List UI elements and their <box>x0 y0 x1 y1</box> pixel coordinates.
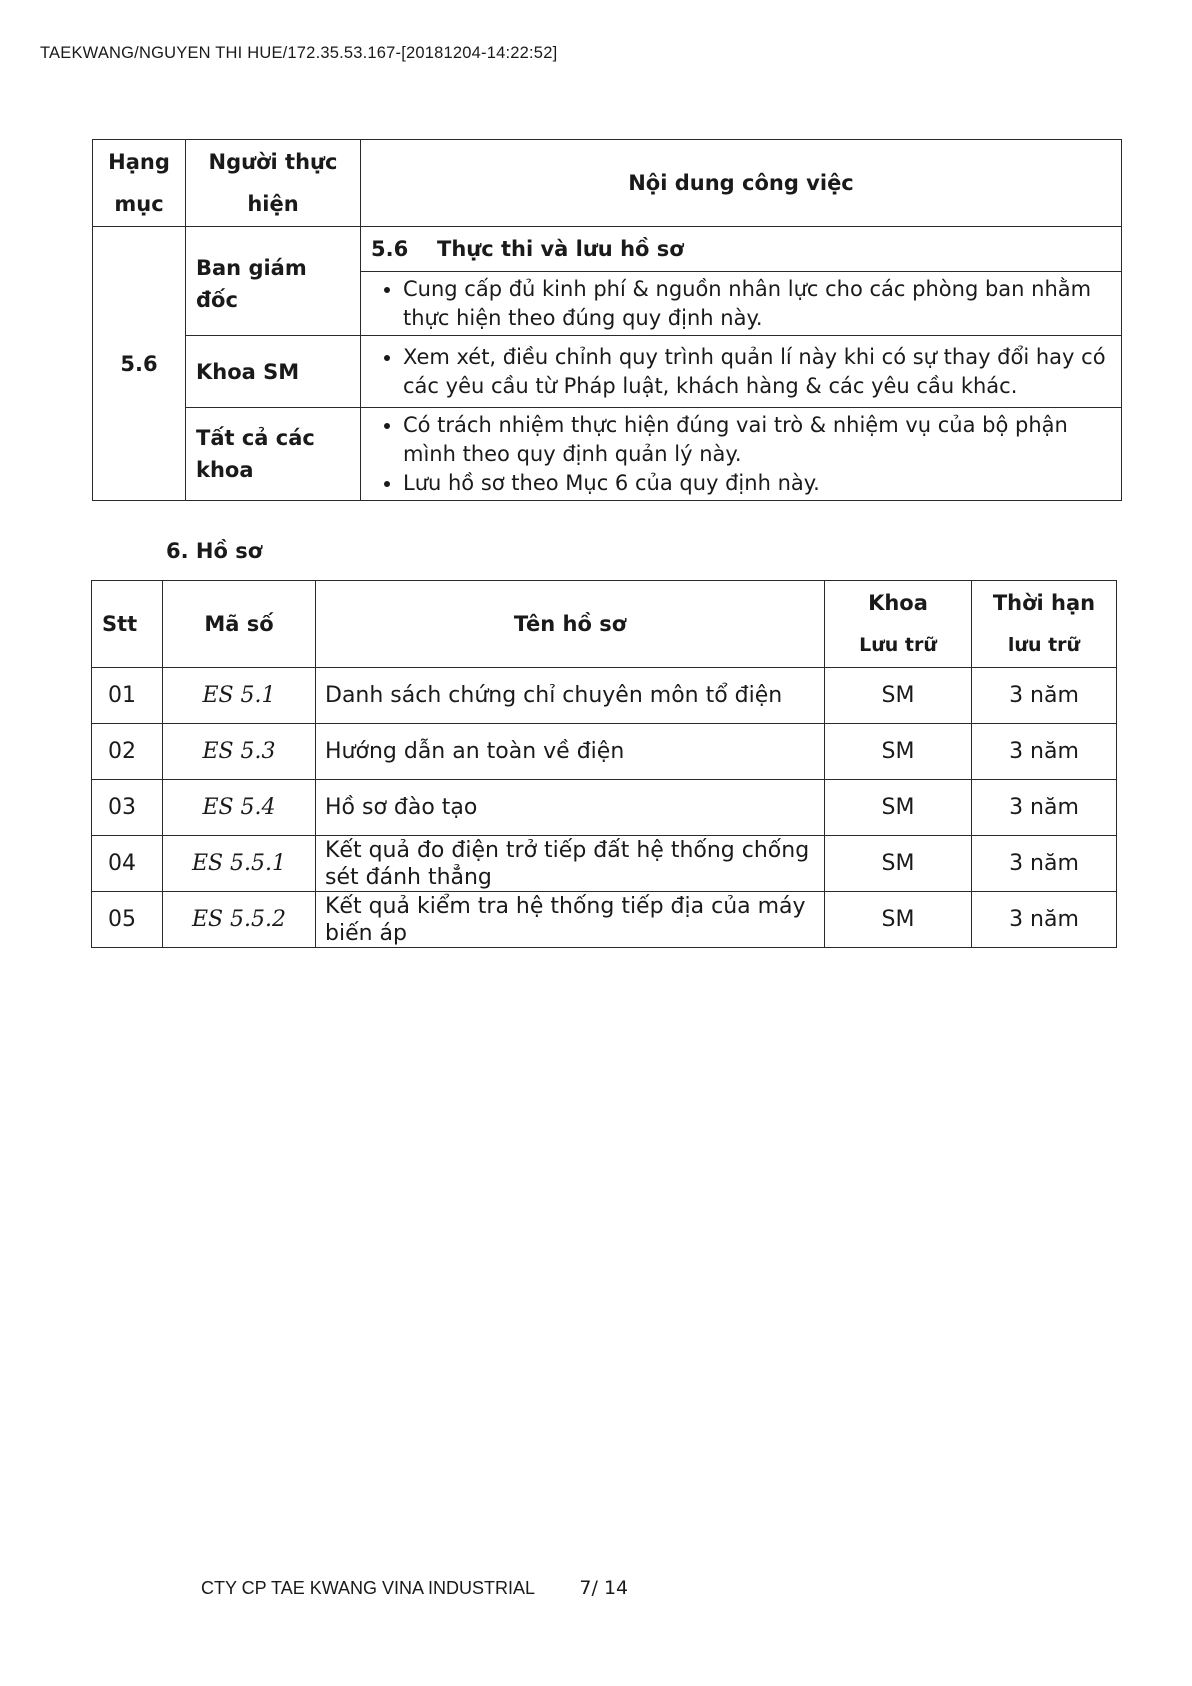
table-row <box>93 227 1122 272</box>
period-cell: 3 năm <box>972 892 1117 948</box>
table-row <box>92 892 1117 948</box>
stt-cell: 02 <box>92 724 163 780</box>
list-item: • Có trách nhiệm thực hiện đúng vai trò & nhiệm vụ của bộ phận mình theo quy định quản lý này. <box>403 411 1113 469</box>
dept-cell: SM <box>825 668 972 724</box>
list-item: • Lưu hồ sơ theo Mục 6 của quy định này. <box>403 469 1113 498</box>
stt-cell: 04 <box>92 836 163 892</box>
dept-cell: SM <box>825 780 972 836</box>
name-cell: Hồ sơ đào tạo <box>316 780 825 836</box>
dept-cell: SM <box>825 892 972 948</box>
header-dept <box>825 581 972 668</box>
period-cell: 3 năm <box>972 780 1117 836</box>
who-cell: Tất cả các khoa <box>186 408 361 501</box>
header-person <box>186 140 361 227</box>
stt-cell: 05 <box>92 892 163 948</box>
bullet-list <box>361 343 1113 401</box>
header-category-line2: mục <box>114 192 164 216</box>
code-cell: ES 5.5.2 <box>163 892 316 948</box>
section-number: 5.6 <box>371 237 409 261</box>
who-cell: Ban giám đốc <box>186 227 361 336</box>
records-table <box>91 580 1117 948</box>
table-row <box>93 336 1122 408</box>
stt-cell: 01 <box>92 668 163 724</box>
bullet-list <box>361 275 1113 333</box>
header-code: Mã số <box>163 581 316 668</box>
code-cell: ES 5.3 <box>163 724 316 780</box>
footer-company: CTY CP TAE KWANG VINA INDUSTRIAL <box>201 1578 535 1598</box>
bullet-list <box>361 411 1113 498</box>
table-header-row <box>92 581 1117 668</box>
content-cell <box>361 336 1122 408</box>
page-number: 7/ 14 <box>579 1577 629 1599</box>
table-row <box>93 408 1122 501</box>
table-row <box>92 668 1117 724</box>
table-row <box>92 780 1117 836</box>
name-cell: Kết quả kiểm tra hệ thống tiếp địa của máy biến áp <box>316 892 825 948</box>
header-stamp: TAEKWANG/NGUYEN THI HUE/172.35.53.167-[20181204-14:22:52] <box>40 44 558 62</box>
header-period-line1: Thời hạn <box>992 591 1096 615</box>
code-cell: ES 5.5.1 <box>163 836 316 892</box>
stt-cell: 03 <box>92 780 163 836</box>
section-subheading <box>361 227 1122 272</box>
period-cell: 3 năm <box>972 836 1117 892</box>
name-cell: Danh sách chứng chỉ chuyên môn tổ điện <box>316 668 825 724</box>
list-item: • Cung cấp đủ kinh phí & nguồn nhân lực cho các phòng ban nhằm thực hiện theo đúng quy định này. <box>403 275 1113 333</box>
period-cell: 3 năm <box>972 724 1117 780</box>
name-cell: Kết quả đo điện trở tiếp đất hệ thống chống sét đánh thẳng <box>316 836 825 892</box>
header-category-line1: Hạng <box>108 150 170 174</box>
table-row <box>92 836 1117 892</box>
page-footer <box>201 1577 628 1599</box>
dept-cell: SM <box>825 836 972 892</box>
category-cell: 5.6 <box>93 227 186 501</box>
header-period-line2: lưu trữ <box>1007 634 1081 656</box>
records-section-title: 6. Hồ sơ <box>166 539 263 563</box>
header-dept-line1: Khoa <box>868 591 928 615</box>
header-name: Tên hồ sơ <box>316 581 825 668</box>
list-item: • Xem xét, điều chỉnh quy trình quản lí này khi có sự thay đổi hay có các yêu cầu từ Pháp luật, khách hàng & các yêu cầu khác. <box>403 343 1113 401</box>
header-stt: Stt <box>92 581 163 668</box>
header-category <box>93 140 186 227</box>
header-period <box>972 581 1117 668</box>
code-cell: ES 5.1 <box>163 668 316 724</box>
header-person-line1: Người thực <box>208 150 338 174</box>
table-header-row <box>93 140 1122 227</box>
content-cell <box>361 408 1122 501</box>
name-cell: Hướng dẫn an toàn về điện <box>316 724 825 780</box>
code-cell: ES 5.4 <box>163 780 316 836</box>
period-cell: 3 năm <box>972 668 1117 724</box>
section-title: Thực thi và lưu hồ sơ <box>437 237 684 261</box>
responsibility-table <box>92 139 1122 501</box>
header-person-line2: hiện <box>247 192 299 216</box>
who-cell: Khoa SM <box>186 336 361 408</box>
table-row <box>92 724 1117 780</box>
dept-cell: SM <box>825 724 972 780</box>
header-content: Nội dung công việc <box>361 140 1122 227</box>
header-dept-line2: Lưu trữ <box>859 634 937 656</box>
content-cell <box>361 272 1122 336</box>
